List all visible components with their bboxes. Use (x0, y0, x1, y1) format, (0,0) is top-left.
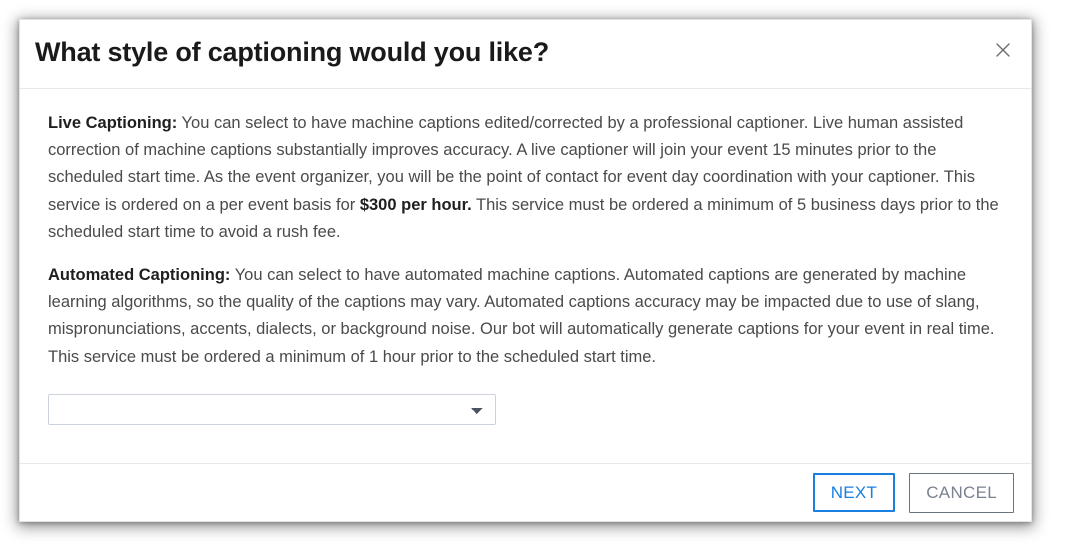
automated-captioning-paragraph (48, 262, 1004, 371)
dialog-header (20, 20, 1031, 89)
live-captioning-price: $300 per hour. (359, 195, 472, 214)
live-captioning-label: Live Captioning: (48, 114, 178, 132)
live-captioning-text-before-price: You can select to have machine captions edited/corrected by a professional captioner. Live human assisted correction of machine captions substantially improves accuracy. A live captioner will join your event 15 minutes prior to the scheduled start time. As the event organizer, you will be the point of contact for event day coordination with your captioner. This service is ordered on a per event basis for (48, 114, 975, 214)
dialog-body (20, 89, 1031, 464)
close-button[interactable] (987, 34, 1019, 66)
live-captioning-text-after-price: This service must be ordered a minimum of 5 business days prior to the scheduled start time to avoid a rush fee. (48, 195, 999, 241)
live-captioning-paragraph (48, 110, 1004, 246)
captioning-style-select-row (48, 394, 1004, 425)
close-icon (996, 43, 1010, 57)
captioning-style-select[interactable] (48, 394, 496, 425)
cancel-button[interactable]: CANCEL (909, 473, 1014, 513)
automated-captioning-label: Automated Captioning: (48, 266, 231, 285)
automated-captioning-text: You can select to have automated machine captions. Automated captions are generated by machine learning algorithms, so the quality of the captions may vary. Automated captions accuracy may be impacted due to use of slang, mispronunciations, accents, dialects, or background noise. Our bot will automatically generate captions for your event in real time. This service must be ordered a minimum of 1 hour prior to the scheduled start time. (48, 266, 995, 366)
next-button[interactable]: NEXT (813, 473, 896, 512)
page-title: What style of captioning would you like? (35, 37, 550, 67)
dialog-footer (20, 464, 1031, 521)
captioning-style-dialog (19, 19, 1032, 522)
